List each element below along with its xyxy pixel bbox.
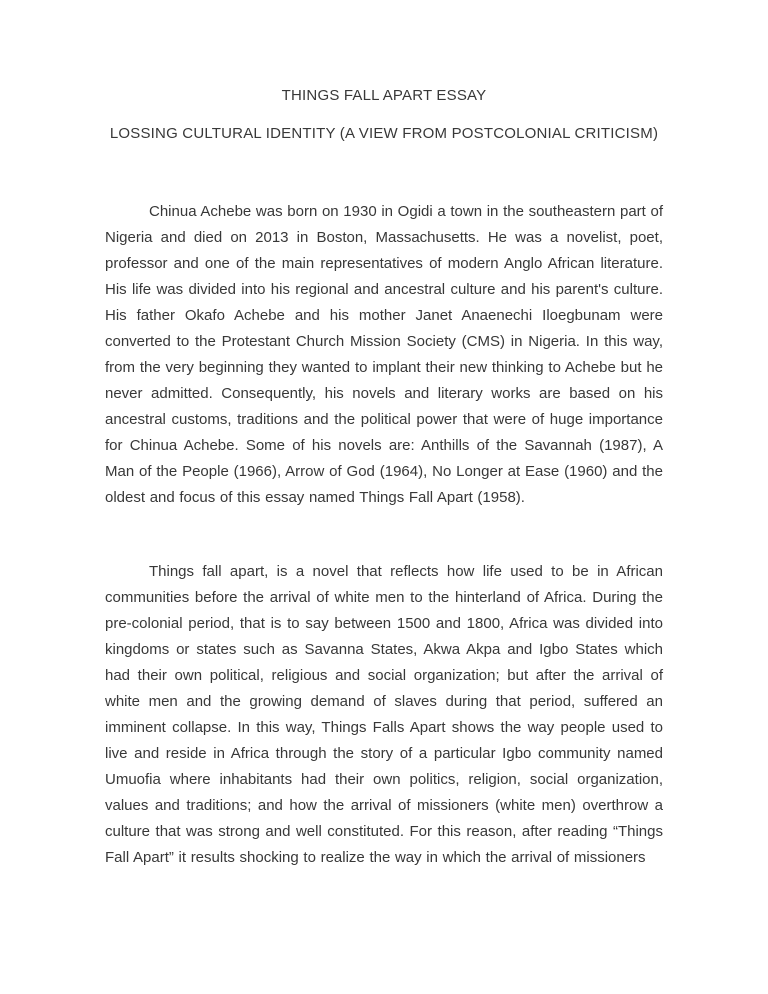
essay-subtitle: LOSSING CULTURAL IDENTITY (A VIEW FROM POSTCOLONIAL CRITICISM)	[109, 125, 659, 142]
paragraph-author-biography: Chinua Achebe was born on 1930 in Ogidi a town in the southeastern part of Nigeria and died on 2013 in Boston, Massachusetts. He was a novelist, poet, professor and one of the main representatives of modern Anglo African literature. His life was divided into his regional and ancestral culture and his parent's culture. His father Okafo Achebe and his mother Janet Anaenechi Iloegbunam were converted to the Protestant Church Mission Society (CMS) in Nigeria. In this way, from the very beginning they wanted to implant their new thinking to Achebe but he never admitted. Consequently, his novels and literary works are based on his ancestral customs, traditions and the political power that were of huge importance for Chinua Achebe. Some of his novels are: Anthills of the Savannah (1987), A Man of the People (1966), Arrow of God (1964), No Longer at Ease (1960) and the oldest and focus of this essay named Things Fall Apart (1958).	[105, 203, 664, 506]
paragraph-novel-overview: Things fall apart, is a novel that reflects how life used to be in African communities before the arrival of white men to the hinterland of Africa. During the pre-colonial period, that is to say between 1500 and 1800, Africa was divided into kingdoms or states such as Savanna States, Akwa Akpa and Igbo States which had their own political, religious and social organization; but after the arrival of white men and the growing demand of slaves during that period, suffered an imminent collapse. In this way, Things Falls Apart shows the way people used to live and reside in Africa through the story of a particular Igbo community named Umuofia where inhabitants had their own politics, religion, social organization, values and traditions; and how the arrival of missioners (white men) overthrow a culture that was strong and well constituted. For this reason, after reading “Things Fall Apart” it results shocking to realize the way in which the arrival of missioners	[105, 563, 663, 866]
essay-title: THINGS FALL APART ESSAY	[281, 87, 487, 104]
